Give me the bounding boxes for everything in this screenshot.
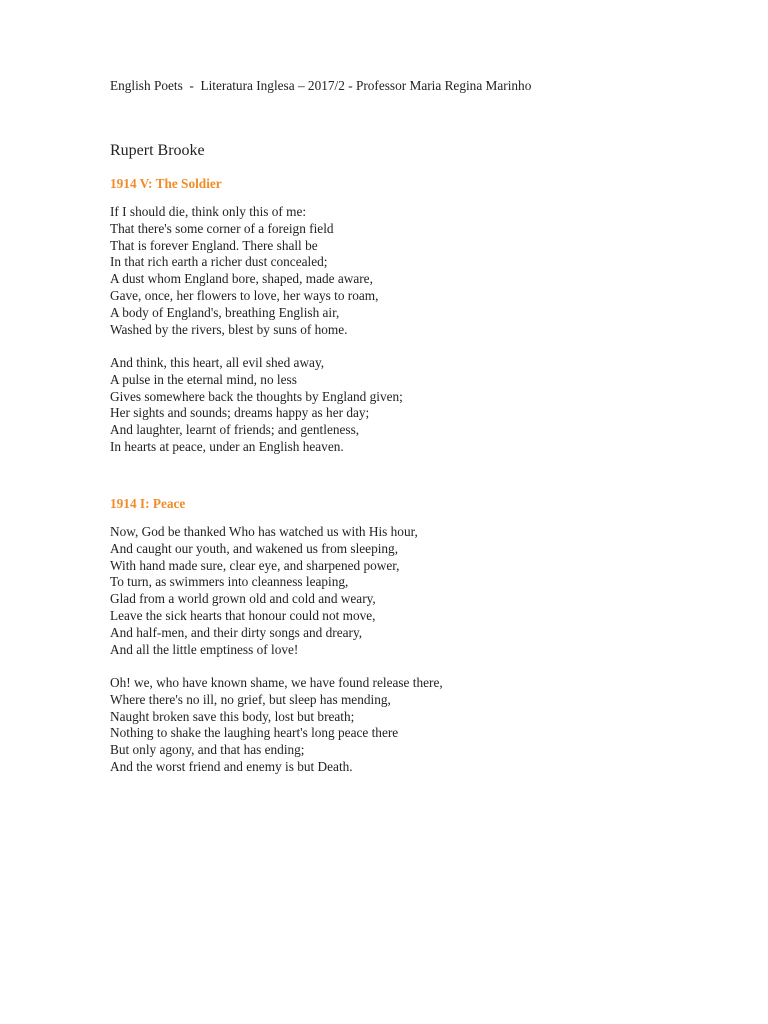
- stanza-peace-2: [110, 675, 443, 776]
- poem-title-peace: 1914 I: Peace: [110, 496, 186, 511]
- document-header: English Poets - Literatura Inglesa – 2017/2 - Professor Maria Regina Marinho: [110, 78, 532, 93]
- poem-line: With hand made sure, clear eye, and sharpened power,: [110, 557, 400, 573]
- stanza-soldier-2: [110, 355, 403, 456]
- poem-line: That is forever England. There shall be: [110, 237, 318, 253]
- poem-line: A dust whom England bore, shaped, made aware,: [110, 271, 373, 287]
- poem-line: Where there's no ill, no grief, but sleep has mending,: [110, 691, 391, 707]
- poem-line: Leave the sick hearts that honour could not move,: [110, 607, 376, 623]
- poem-line: Glad from a world grown old and cold and weary,: [110, 591, 376, 607]
- poem-line: Her sights and sounds; dreams happy as her day;: [110, 405, 370, 421]
- poem-line: Nothing to shake the laughing heart's long peace there: [110, 725, 399, 741]
- poem-line: To turn, as swimmers into cleanness leaping,: [110, 574, 349, 590]
- poem-line: A pulse in the eternal mind, no less: [110, 371, 297, 387]
- poem-line: In that rich earth a richer dust concealed;: [110, 254, 328, 270]
- poem-line: And laughter, learnt of friends; and gentleness,: [110, 422, 360, 438]
- poem-line: Gave, once, her flowers to love, her ways to roam,: [110, 287, 379, 303]
- poem-line: Gives somewhere back the thoughts by England given;: [110, 388, 403, 404]
- poem-line: And think, this heart, all evil shed away,: [110, 355, 325, 370]
- poem-line: In hearts at peace, under an English heaven.: [110, 438, 344, 454]
- author-name: Rupert Brooke: [110, 142, 205, 159]
- poem-line: And the worst friend and enemy is but Death.: [110, 758, 353, 774]
- poem-line: A body of England's, breathing English air,: [110, 304, 340, 320]
- poem-title-soldier: 1914 V: The Soldier: [110, 176, 222, 191]
- poem-line: Washed by the rivers, blest by suns of home.: [110, 321, 348, 337]
- poem-line: That there's some corner of a foreign field: [110, 220, 334, 236]
- poem-line: Oh! we, who have known shame, we have found release there,: [110, 675, 443, 690]
- poem-line: Naught broken save this body, lost but breath;: [110, 708, 355, 724]
- poem-line: But only agony, and that has ending;: [110, 742, 305, 758]
- poem-line: If I should die, think only this of me:: [110, 204, 307, 219]
- poem-line: And caught our youth, and wakened us from sleeping,: [110, 540, 399, 556]
- poem-line: And half-men, and their dirty songs and dreary,: [110, 624, 363, 640]
- stanza-peace-1: [110, 524, 418, 658]
- stanza-soldier-1: [110, 204, 378, 338]
- poem-line: Now, God be thanked Who has watched us with His hour,: [110, 524, 418, 539]
- poem-line: And all the little emptiness of love!: [110, 641, 299, 657]
